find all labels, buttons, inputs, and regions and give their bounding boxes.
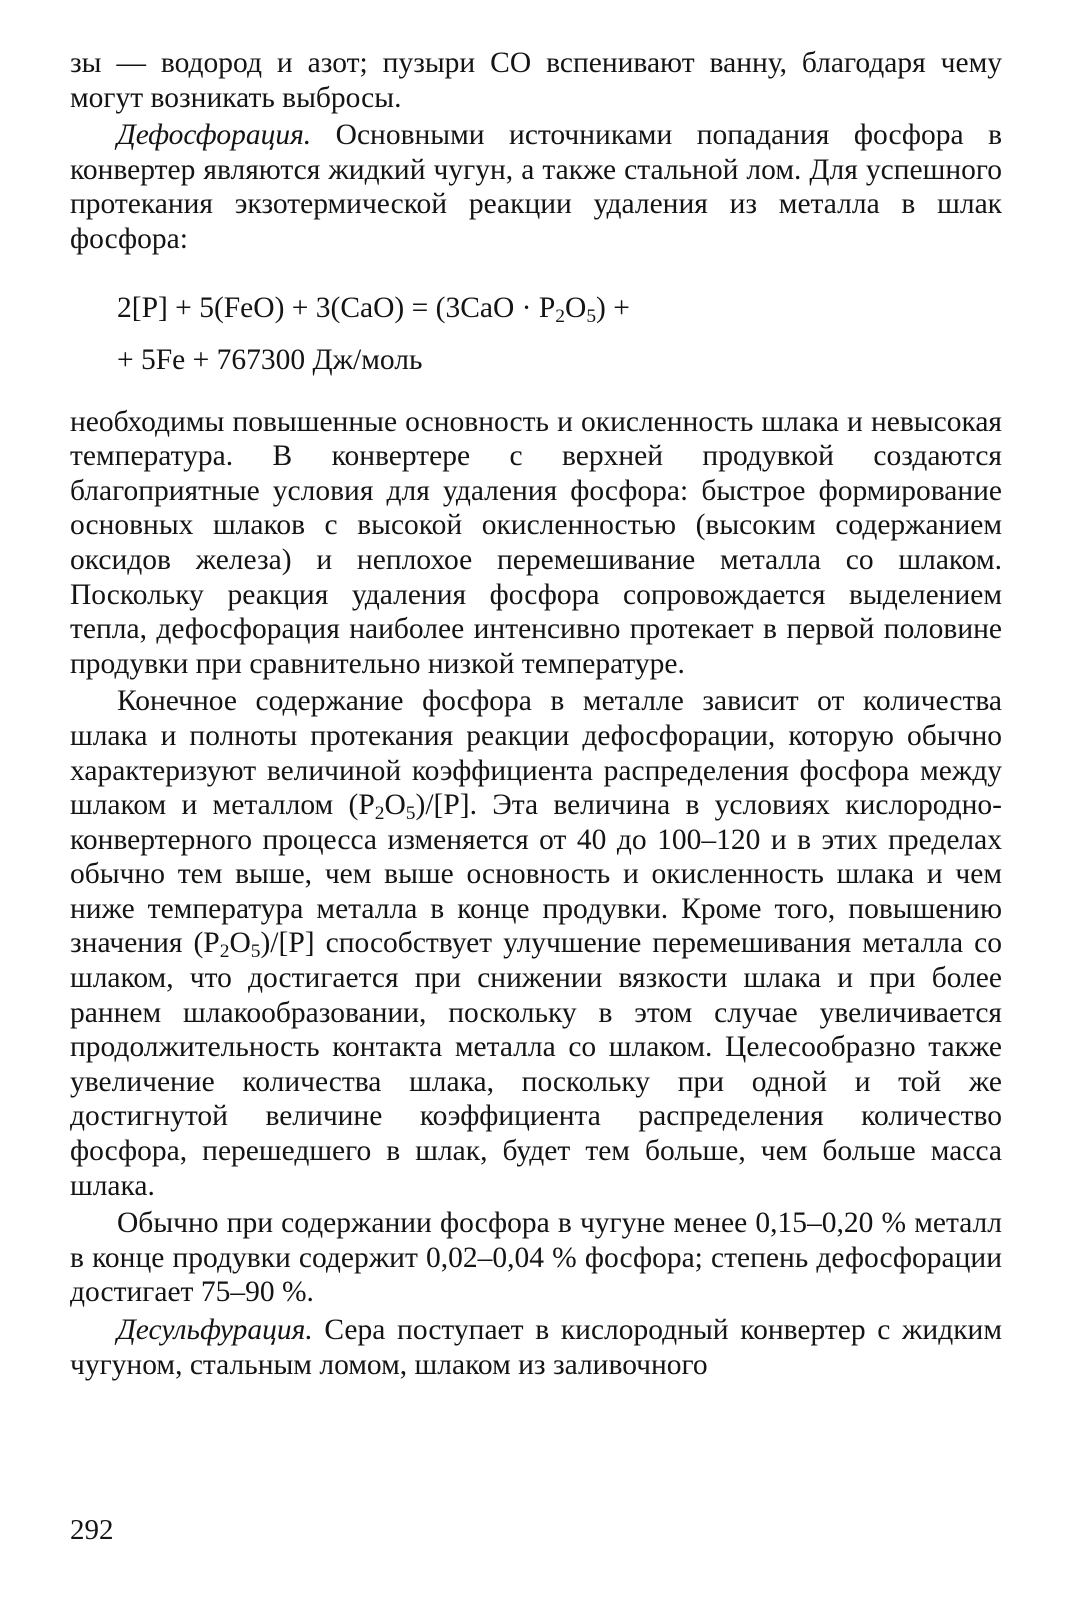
text-part: O xyxy=(229,927,251,960)
subscript: 2 xyxy=(219,941,230,963)
formula-part: O xyxy=(565,291,587,324)
paragraph-typical-values: Обычно при содержании фосфора в чугуне менее 0,15–0,20 % металл в конце продувки содержит 0,02–0,04 % фосфора; степень дефосфорации достигает 75–90 %. xyxy=(70,1207,1002,1309)
subscript: 5 xyxy=(250,941,261,963)
page-number: 292 xyxy=(70,1514,114,1546)
paragraph-dephosphorization-text: Основными источниками попадания фосфора в конвертер являются жидкий чугун, а также стальной лом. Для успешного протекания экзотермической реакции удаления из металла в шлак фосфора: xyxy=(70,119,1002,255)
section-title-desulfurization: Десульфурация. xyxy=(117,1314,313,1346)
formula-part: 2[P] + 5(FeO) + 3(CaO) = (3CaO · P xyxy=(117,291,556,324)
paragraph-conditions: необходимы повышенные основность и окисленность шлака и невысокая температура. В конвертере с верхней продувкой создаются благоприятные условия для удаления фосфора: быстрое формирование основных шлаков с высокой окисленностью (высоким содержанием оксидов железа) и неплохое перемешивание металла со шлаком. Поскольку реакция удаления фосфора сопровождается выделением тепла, дефосфорация наиболее интенсивно протекает в первой половине продувки при сравнительно низкой температуре. xyxy=(70,405,1002,680)
formula-part: ) + xyxy=(596,291,630,324)
text-part: Конечное содержание фосфора в металле зависит от количества шлака и полноты протекания реакции дефосфорации, которую обычно характеризуют величиной коэффициента распределения фосфора между шлаком и металлом (P xyxy=(70,685,1002,822)
formula-subscript: 5 xyxy=(586,305,597,327)
paragraph-dephosphorization xyxy=(70,118,1002,256)
section-title-dephosphorization: Дефосфорация. xyxy=(117,119,312,152)
formula-subscript: 2 xyxy=(555,305,565,327)
reaction-formula-line-2: + 5Fe + 767300 Дж/моль xyxy=(117,343,423,376)
paragraph-desulfurization-text: Сера поступает в кислородный конвертер с жидким чугуном, стальным ломом, шлаком из заливочного xyxy=(70,1314,1002,1381)
paragraph-continuation: зы — водород и азот; пузыри CO вспенивают ванну, благодаря чему могут возникать выбросы. xyxy=(70,47,1002,114)
paragraph-final-phosphorus xyxy=(70,684,1002,1203)
subscript: 5 xyxy=(405,802,416,824)
text-part: O xyxy=(384,789,406,822)
subscript: 2 xyxy=(374,802,385,824)
paragraph-desulfurization xyxy=(70,1313,1002,1382)
reaction-formula-line-1 xyxy=(70,291,1002,325)
text-part: )/[P]. Эта величина в условиях кислородно-конвертерного процесса изменяется от 40 до 100–120 и в этих пределах обычно тем выше, чем выше основность и окисленность шлака и чем ниже температура металла в конце продувки. Кроме того, повышению значения (P xyxy=(70,789,1002,960)
text-part: )/[P] способствует улучшение перемешивания металла со шлаком, что достигается при снижении вязкости шлака и при более раннем шлакообразовании, поскольку в этом случае увеличивается продолжительность контакта металла со шлаком. Целесообразно также увеличение количества шлака, поскольку при одной и той же достигнутой величине коэффициента распределения количество фосфора, перешедшего в шлак, будет тем больше, чем больше масса шлака. xyxy=(70,927,1002,1202)
